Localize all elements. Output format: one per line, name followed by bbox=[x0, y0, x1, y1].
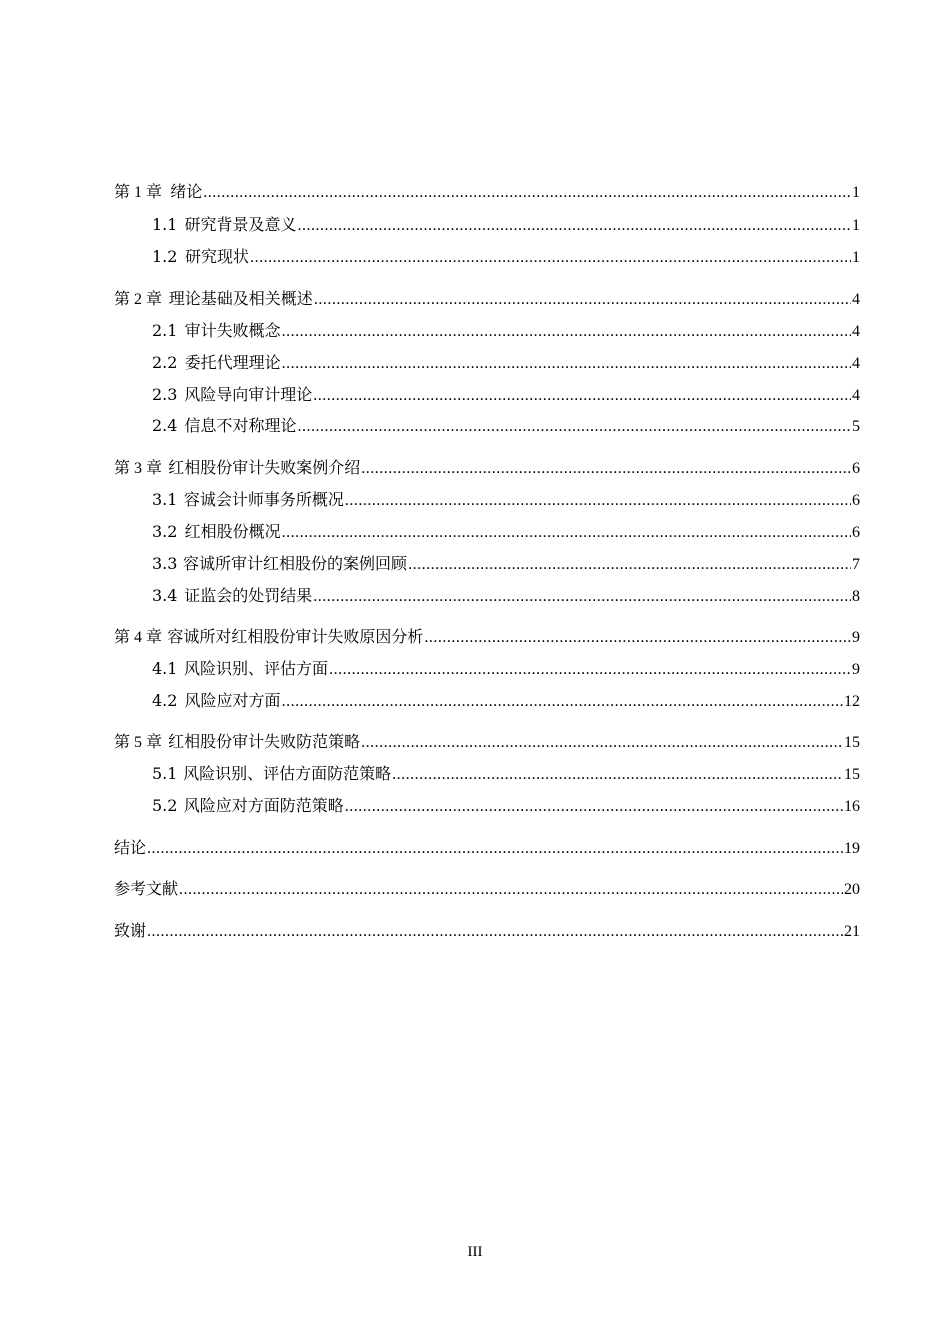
toc-leader-dots bbox=[282, 523, 851, 543]
toc-entry-title: 研究背景及意义 bbox=[184, 215, 297, 234]
toc-leader-dots bbox=[314, 290, 851, 310]
toc-entry-title: 理论基础及相关概述 bbox=[168, 289, 313, 308]
toc-entry[interactable] bbox=[152, 764, 860, 785]
toc-entry-title: 容诚所对红相股份审计失败原因分析 bbox=[167, 627, 424, 646]
page-footer-number: III bbox=[467, 1244, 483, 1260]
toc-leader-dots bbox=[424, 628, 851, 648]
toc-leader-dots bbox=[203, 183, 851, 203]
toc-entry[interactable] bbox=[152, 247, 860, 268]
toc-section-number: 3.3 bbox=[152, 554, 178, 573]
toc-page-number: 20 bbox=[844, 881, 860, 898]
toc-chapter-number: 第 4 章 bbox=[114, 629, 163, 646]
toc-page-number: 16 bbox=[844, 798, 860, 815]
toc-chapter-number: 第 2 章 bbox=[114, 291, 163, 308]
toc-entry-title: 结论 bbox=[114, 838, 147, 857]
toc-section-number: 1.1 bbox=[152, 215, 178, 234]
toc-leader-dots bbox=[345, 491, 851, 511]
toc-leader-dots bbox=[297, 417, 851, 437]
toc-entry[interactable] bbox=[114, 182, 860, 203]
toc-section-number: 5.1 bbox=[152, 764, 178, 783]
toc-leader-dots bbox=[147, 922, 843, 942]
toc-section-number: 2.4 bbox=[152, 416, 178, 435]
toc-entry-title: 绪论 bbox=[170, 182, 203, 201]
toc-page-number: 7 bbox=[852, 556, 860, 573]
toc-leader-dots bbox=[392, 765, 843, 785]
toc-section-number: 4.2 bbox=[152, 691, 178, 710]
toc-page-number: 1 bbox=[852, 184, 860, 201]
toc-leader-dots bbox=[329, 660, 851, 680]
toc-entry-title: 委托代理理论 bbox=[184, 353, 281, 372]
toc-entry-title: 红相股份审计失败防范策略 bbox=[168, 732, 361, 751]
toc-chapter-number: 第 5 章 bbox=[114, 734, 163, 751]
toc-entry[interactable] bbox=[152, 215, 860, 236]
toc-page-number: 19 bbox=[844, 840, 860, 857]
toc-entry-title: 致谢 bbox=[114, 921, 147, 940]
toc-entry[interactable] bbox=[152, 691, 860, 712]
toc-entry-title: 证监会的处罚结果 bbox=[184, 586, 313, 605]
toc-entry[interactable] bbox=[152, 321, 860, 342]
toc-entry-title: 风险应对方面 bbox=[184, 691, 281, 710]
toc-page-number: 1 bbox=[852, 249, 860, 266]
toc-section-number: 3.2 bbox=[152, 522, 178, 541]
toc-section-number: 1.2 bbox=[152, 247, 178, 266]
toc-leader-dots bbox=[408, 555, 851, 575]
toc-entry-title: 风险识别、评估方面防范策略 bbox=[183, 764, 392, 783]
toc-entry[interactable] bbox=[152, 385, 860, 406]
toc-entry-title: 风险识别、评估方面 bbox=[184, 659, 329, 678]
toc-leader-dots bbox=[313, 386, 851, 406]
toc-entry[interactable] bbox=[114, 921, 860, 942]
toc-entry-title: 红相股份审计失败案例介绍 bbox=[168, 458, 361, 477]
toc-page-number: 15 bbox=[844, 734, 860, 751]
toc-entry-title: 红相股份概况 bbox=[184, 522, 281, 541]
toc-page-number: 9 bbox=[852, 629, 860, 646]
toc-page-number: 4 bbox=[852, 323, 860, 340]
toc-entry[interactable] bbox=[114, 838, 860, 859]
toc-leader-dots bbox=[361, 733, 843, 753]
toc-page-number: 6 bbox=[852, 460, 860, 477]
toc-leader-dots bbox=[282, 322, 851, 342]
toc-section-number: 3.4 bbox=[152, 586, 178, 605]
toc-page-number: 5 bbox=[852, 418, 860, 435]
toc-entry[interactable] bbox=[114, 458, 860, 479]
toc-leader-dots bbox=[282, 354, 851, 374]
toc-section-number: 4.1 bbox=[152, 659, 178, 678]
toc-leader-dots bbox=[250, 248, 851, 268]
toc-entry[interactable] bbox=[114, 289, 860, 310]
toc-page-number: 1 bbox=[852, 217, 860, 234]
toc-leader-dots bbox=[345, 797, 843, 817]
toc-entry[interactable] bbox=[114, 879, 860, 900]
toc-section-number: 2.1 bbox=[152, 321, 178, 340]
toc-page-number: 4 bbox=[852, 355, 860, 372]
toc-entry[interactable] bbox=[152, 416, 860, 437]
toc-section-number: 2.3 bbox=[152, 385, 178, 404]
toc-entry[interactable] bbox=[152, 522, 860, 543]
toc-entry-title: 参考文献 bbox=[114, 879, 179, 898]
toc-page-number: 8 bbox=[852, 588, 860, 605]
toc-entry[interactable] bbox=[152, 586, 860, 607]
toc-page-number: 21 bbox=[844, 923, 860, 940]
toc-leader-dots bbox=[282, 692, 843, 712]
toc-leader-dots bbox=[313, 587, 851, 607]
toc-entry-title: 容诚会计师事务所概况 bbox=[183, 490, 344, 509]
toc-page-number: 6 bbox=[852, 492, 860, 509]
toc-entry-title: 研究现状 bbox=[185, 247, 250, 266]
toc-chapter-number: 第 3 章 bbox=[114, 460, 163, 477]
toc-entry[interactable] bbox=[152, 554, 860, 575]
toc-leader-dots bbox=[179, 880, 843, 900]
toc-leader-dots bbox=[297, 216, 851, 236]
toc-leader-dots bbox=[361, 459, 851, 479]
toc-entry[interactable] bbox=[114, 732, 860, 753]
toc-entry-title: 容诚所审计红相股份的案例回顾 bbox=[183, 554, 408, 573]
toc-section-number: 2.2 bbox=[152, 353, 178, 372]
toc-page-number: 12 bbox=[844, 693, 860, 710]
toc-page-number: 4 bbox=[852, 387, 860, 404]
toc-page-number: 4 bbox=[852, 291, 860, 308]
toc-entry-title: 审计失败概念 bbox=[184, 321, 281, 340]
toc-entry[interactable] bbox=[152, 796, 860, 817]
toc-entry-title: 信息不对称理论 bbox=[184, 416, 297, 435]
toc-entry[interactable] bbox=[114, 627, 860, 648]
toc-entry-title: 风险应对方面防范策略 bbox=[183, 796, 344, 815]
toc-page-number: 9 bbox=[852, 661, 860, 678]
toc-section-number: 5.2 bbox=[152, 796, 178, 815]
toc-entry[interactable] bbox=[152, 659, 860, 680]
toc-leader-dots bbox=[147, 839, 843, 859]
toc-entry[interactable] bbox=[152, 353, 860, 374]
toc-entry[interactable] bbox=[152, 490, 860, 511]
toc-page-number: 6 bbox=[852, 524, 860, 541]
toc-entry-title: 风险导向审计理论 bbox=[184, 385, 313, 404]
toc-page-number: 15 bbox=[844, 766, 860, 783]
toc-section-number: 3.1 bbox=[152, 490, 178, 509]
toc-chapter-number: 第 1 章 bbox=[114, 184, 163, 201]
